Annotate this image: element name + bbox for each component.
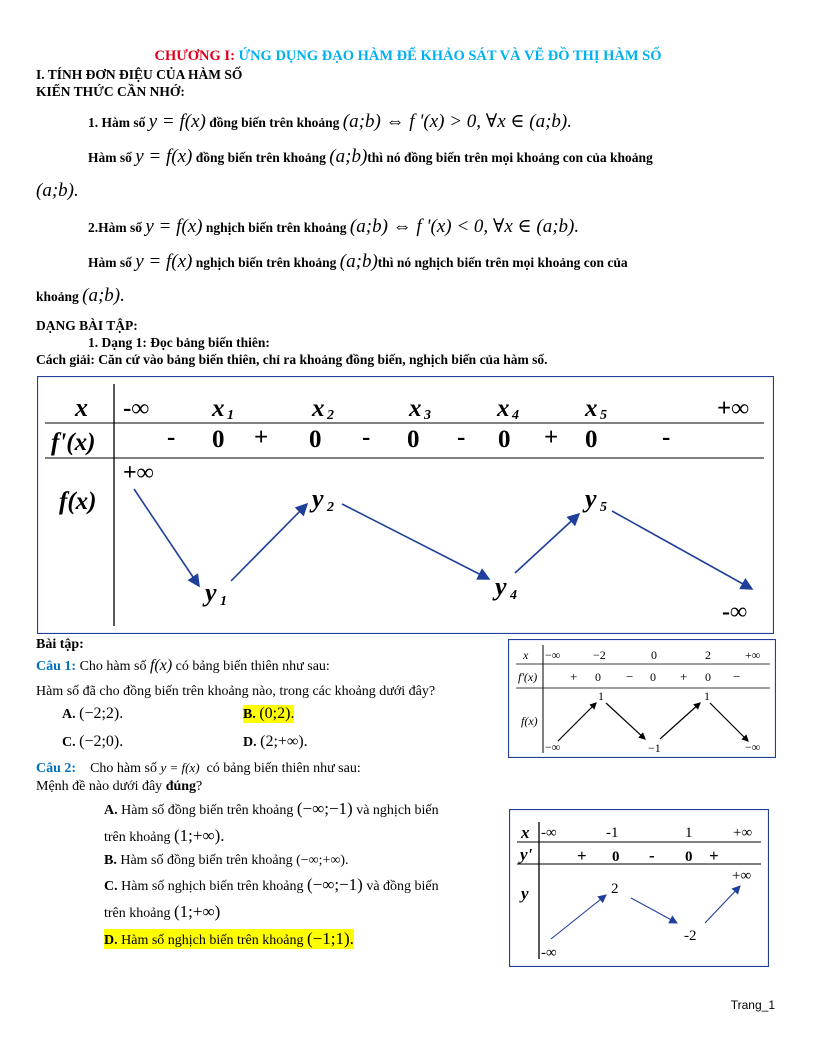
kienthuc-heading: KIẾN THỨC CẦN NHỚ: — [36, 84, 185, 99]
main-x-subscript: 2 — [327, 408, 334, 423]
cau2-d-interval: (−1;1). — [306, 929, 354, 948]
main-row-fp: f'(x) — [51, 429, 96, 456]
main-sign: + — [254, 424, 269, 451]
t2-arrow-3 — [705, 886, 740, 923]
main-row-f: f(x) — [59, 488, 97, 515]
main-f-minus-inf: -∞ — [722, 599, 748, 625]
cau1-option-c[interactable] — [62, 733, 123, 751]
main-sign: - — [457, 424, 466, 451]
t2-sign: + — [709, 846, 719, 865]
main-y-subscript: 2 — [327, 500, 334, 515]
cau1-variation-table — [508, 639, 776, 758]
cau2-text1: Cho hàm số — [90, 761, 157, 776]
cau1-option-d[interactable] — [243, 733, 308, 751]
cau2-b-key: B. — [104, 853, 117, 868]
t1-f-value: −∞ — [745, 740, 761, 754]
main-y-subscript: 5 — [600, 500, 607, 515]
rule2b-end-word: khoảng — [36, 289, 79, 304]
dang1-heading: 1. Dạng 1: Đọc bảng biến thiên: — [88, 335, 270, 350]
t2-zero: 0 — [685, 849, 693, 865]
cau1-text1: Cho hàm số — [79, 659, 147, 674]
rule1b-fn: y = f(x) — [135, 146, 193, 167]
rule2-line-a — [88, 215, 579, 238]
t1-x-value: 0 — [651, 648, 657, 662]
t1-sign: + — [680, 669, 688, 684]
main-arrow-3 — [342, 504, 489, 579]
t2-x-value: -∞ — [541, 825, 557, 841]
cau1-question: Hàm số đã cho đồng biến trên khoảng nào, trong các khoảng dưới đây? — [36, 684, 436, 699]
t1-zero: 0 — [650, 670, 656, 684]
t2-x-value: -1 — [606, 825, 619, 841]
main-zero: 0 — [585, 426, 598, 453]
main-sign: - — [362, 424, 371, 451]
cau2-c-text3: trên khoảng — [104, 906, 171, 921]
main-x-value: x — [585, 395, 598, 422]
main-y-label: y — [495, 572, 507, 601]
main-sign: - — [662, 424, 671, 451]
rule1-fn: y = f(x) — [148, 111, 206, 132]
cau2-c-interval2: (1;+∞) — [173, 902, 221, 921]
rule2-fn: y = f(x) — [145, 216, 203, 237]
main-arrow-5 — [612, 511, 752, 589]
chapter-title — [0, 48, 816, 65]
cau1-label: Câu 1: — [36, 659, 77, 674]
page-footer: Trang_1 — [730, 998, 775, 1012]
cau2-option-d[interactable] — [104, 929, 354, 949]
t1-arrow-4 — [710, 703, 748, 741]
main-y-label: y — [205, 578, 217, 607]
t2-row-fp: y' — [520, 845, 533, 864]
t2-f-value: 2 — [611, 881, 619, 897]
cau1-option-b[interactable] — [243, 705, 294, 723]
t2-sign: + — [577, 846, 587, 865]
main-zero: 0 — [407, 426, 420, 453]
main-x-value: x — [497, 395, 510, 422]
cau2-c-key: C. — [104, 879, 118, 894]
cau1-option-b-key: B. — [243, 707, 256, 722]
rule2-line-c — [36, 285, 125, 307]
rule1b-prefix: Hàm số — [88, 150, 132, 165]
t2-f-value: +∞ — [732, 868, 752, 884]
cau2-option-c-line2 — [104, 902, 220, 922]
rule2b-interval: (a;b) — [339, 251, 378, 272]
cau2-a-text1: Hàm số đồng biến trên khoảng — [121, 803, 294, 818]
t1-sign: − — [626, 669, 634, 684]
t1-x-value: −2 — [593, 648, 606, 662]
cau2-c-text2: và đồng biến — [366, 879, 439, 894]
cau2-d-key: D. — [104, 933, 118, 948]
cau2-d-text: Hàm số nghịch biến trên khoảng — [121, 933, 304, 948]
cau2-question — [36, 779, 202, 795]
chapter-main: ỨNG DỤNG ĐẠO HÀM ĐỂ KHẢO SÁT VÀ VẼ ĐỒ THỊ HÀM SỐ — [238, 48, 662, 64]
main-x-value: x — [409, 395, 422, 422]
main-x-subscript: 1 — [227, 408, 234, 423]
cau2-q-bold: đúng — [165, 779, 197, 794]
main-arrow-4 — [515, 514, 579, 573]
main-variation-table — [37, 376, 774, 634]
rule1-cond: (a;b) ⇔ f '(x) > 0, ∀x ∈ (a;b). — [342, 111, 572, 132]
t1-sign: − — [733, 669, 741, 684]
rule2-cond: (a;b) ⇔ f '(x) < 0, ∀x ∈ (a;b). — [349, 216, 580, 237]
rule1-mid: đồng biến trên khoảng — [209, 115, 340, 130]
t1-zero: 0 — [595, 670, 601, 684]
cau1-option-c-val: (−2;0). — [79, 733, 124, 750]
main-f-plus-inf: +∞ — [123, 460, 154, 486]
cau2-q-pre: Mệnh đề nào dưới đây — [36, 779, 163, 794]
t2-row-x: x — [521, 823, 530, 842]
main-x-subscript: 5 — [600, 408, 607, 423]
t2-x-value: 1 — [685, 825, 693, 841]
rule2-prefix: 2.Hàm số — [88, 220, 142, 235]
t1-f-value: −1 — [648, 741, 661, 755]
main-y-subscript: 4 — [510, 588, 517, 603]
cau1-line — [36, 657, 330, 675]
cau1-option-d-val: (2;+∞). — [260, 733, 308, 750]
rule1-line-b — [88, 146, 653, 168]
cau2-q-post: ? — [196, 779, 203, 794]
rule1-prefix: 1. Hàm số — [88, 115, 146, 130]
cau1-option-a-key: A. — [62, 707, 76, 722]
main-zero: 0 — [498, 426, 511, 453]
cau2-c-text1: Hàm số nghịch biến trên khoảng — [121, 879, 304, 894]
main-x-subscript: 3 — [424, 408, 431, 423]
rule1-line-a — [88, 110, 572, 133]
rule1b-end: (a;b). — [36, 180, 79, 201]
section-heading: I. TÍNH ĐƠN ĐIỆU CỦA HÀM SỐ — [36, 67, 243, 82]
t1-row-f: f(x) — [521, 714, 538, 728]
cau1-option-c-key: C. — [62, 735, 76, 750]
main-x-value: x — [312, 395, 325, 422]
cau2-b-interval: (−∞;+∞). — [296, 853, 349, 868]
rule2-mid: nghịch biến trên khoảng — [205, 220, 347, 235]
rule1b-mid: đồng biến trên khoảng — [195, 150, 326, 165]
chapter-prefix: CHƯƠNG I: — [154, 48, 235, 64]
t2-x-value: +∞ — [733, 825, 753, 841]
cau2-text2: có bảng biến thiên như sau: — [206, 761, 361, 776]
t1-arrow-1 — [558, 703, 596, 741]
t2-arrow-1 — [551, 895, 606, 939]
cau2-a-interval2: (1;+∞). — [173, 826, 225, 845]
t1-f-value: −∞ — [545, 740, 561, 754]
cau2-option-b[interactable] — [104, 853, 349, 869]
t1-f-value: 1 — [598, 689, 604, 703]
cau2-b-text: Hàm số đồng biến trên khoảng — [120, 853, 293, 868]
cau2-a-text3: trên khoảng — [104, 830, 171, 845]
t1-x-value: +∞ — [745, 648, 761, 662]
rule2b-fn: y = f(x) — [135, 251, 193, 272]
main-y-label: y — [585, 484, 597, 513]
t2-sign: - — [649, 846, 655, 865]
t2-row-f: y — [521, 884, 529, 903]
cau2-option-a-line2 — [104, 826, 225, 846]
t1-row-fp: f'(x) — [518, 670, 538, 684]
main-x-value: +∞ — [717, 395, 750, 422]
cau1-option-b-val: (0;2). — [259, 705, 295, 722]
cau1-option-a[interactable] — [62, 705, 123, 723]
main-x-value: -∞ — [123, 395, 150, 422]
main-y-subscript: 1 — [220, 594, 227, 609]
main-zero: 0 — [309, 426, 322, 453]
cau2-option-a-line1[interactable] — [104, 799, 439, 819]
t2-zero: 0 — [612, 849, 620, 865]
main-arrow-1 — [134, 489, 199, 586]
cau2-option-c-line1[interactable] — [104, 875, 439, 895]
cau1-option-a-val: (−2;2). — [79, 705, 124, 722]
baitap-heading: Bài tập: — [36, 637, 84, 652]
t1-row-x: x — [523, 648, 529, 662]
cau1-text2: có bảng biến thiên như sau: — [175, 659, 330, 674]
cau2-a-key: A. — [104, 803, 118, 818]
t1-f-value: 1 — [704, 689, 710, 703]
main-y-label: y — [312, 484, 324, 513]
cau2-c-interval1: (−∞;−1) — [306, 875, 363, 894]
rule2b-tail: thì nó nghịch biến trên mọi khoảng con của — [377, 255, 628, 270]
cau2-fn: y = f(x) — [160, 760, 200, 775]
main-sign: - — [167, 424, 176, 451]
t1-x-value: 2 — [705, 648, 711, 662]
main-arrow-2 — [231, 504, 307, 581]
cau1-option-d-key: D. — [243, 735, 257, 750]
cau1-fn: f(x) — [149, 657, 173, 674]
main-row-x: x — [75, 393, 88, 422]
cau2-line — [36, 760, 361, 777]
t1-zero: 0 — [705, 670, 711, 684]
t2-f-value: -2 — [684, 928, 697, 944]
cau2-a-text2: và nghịch biến — [356, 803, 439, 818]
cachgiai-text: Cách giải: Căn cứ vào bảng biến thiên, chỉ ra khoảng đồng biến, nghịch biến của hàm số. — [36, 352, 548, 367]
main-zero: 0 — [212, 426, 225, 453]
main-x-subscript: 4 — [512, 408, 519, 423]
t1-arrow-3 — [660, 703, 700, 739]
rule2b-end: (a;b). — [82, 285, 125, 306]
rule2b-mid: nghịch biến trên khoảng — [195, 255, 337, 270]
cau2-a-interval1: (−∞;−1) — [296, 799, 353, 818]
t2-arrow-2 — [631, 898, 677, 923]
dang-heading: DẠNG BÀI TẬP: — [36, 318, 138, 333]
rule1b-interval: (a;b) — [329, 146, 368, 167]
rule2-line-b — [88, 251, 628, 273]
t2-f-value: -∞ — [541, 945, 557, 961]
t1-x-value: −∞ — [545, 648, 561, 662]
cau2-label: Câu 2: — [36, 761, 77, 776]
main-x-value: x — [212, 395, 225, 422]
rule1-line-c — [36, 180, 79, 202]
t1-sign: + — [570, 669, 578, 684]
t1-arrow-2 — [606, 703, 645, 739]
rule2b-prefix: Hàm số — [88, 255, 132, 270]
main-sign: + — [544, 424, 559, 451]
cau2-variation-table — [509, 809, 769, 967]
rule1b-tail: thì nó đồng biến trên mọi khoảng con của khoảng — [367, 150, 653, 165]
